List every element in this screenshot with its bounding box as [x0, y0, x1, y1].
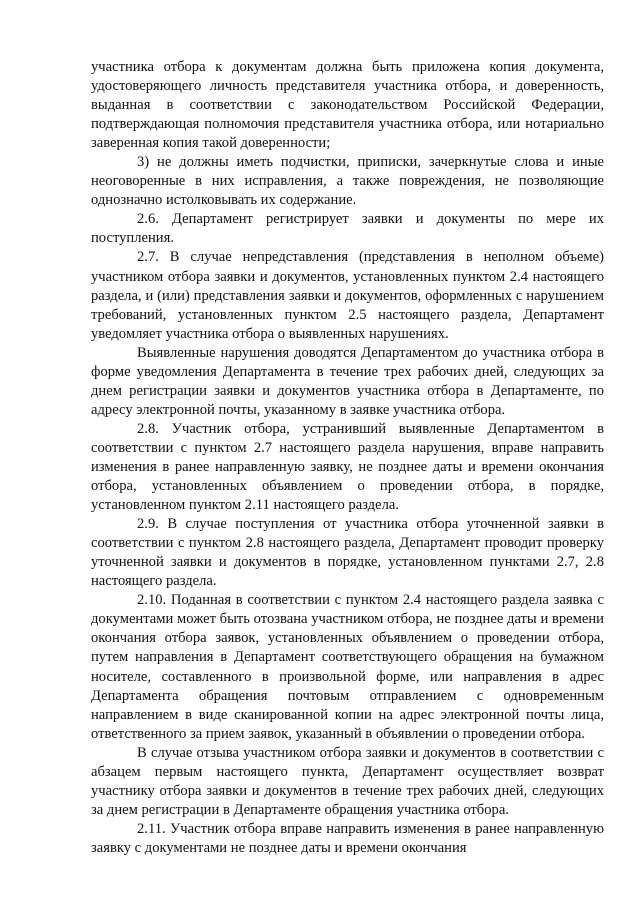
- paragraph-2-9: 2.9. В случае поступления от участника отбора уточненной заявки в соответствии с пунктом 2.8 настоящего раздела, Департамент проводит проверку уточненной заявки и документов в порядке, установленном пунктами 2.7, 2.8 настоящего раздела.: [91, 516, 604, 590]
- paragraph-2-8: 2.8. Участник отбора, устранивший выявленные Департаментом в соответствии с пунктом 2.7 настоящего раздела нарушения, вправе направить изменения в ранее направленную заявку, не позднее даты и времени окончания отбора, установленных объявлением о проведении отбора, в порядке, установленном пунктом 2.11 настоящего раздела.: [91, 420, 604, 514]
- paragraph-representative-copy: участника отбора к документам должна быть приложена копия документа, удостоверяющего личность представителя участника отбора, и доверенность, выданная в соответствии с законодательством Российской Федерации, подтверждающая полномочия представителя участника отбора, или нотариально заверенная копия такой доверенности;: [91, 59, 604, 152]
- document-page: [91, 58, 604, 858]
- paragraph-requirement-3: 3) не должны иметь подчистки, приписки, зачеркнутые слова и иные неоговоренные в них исправления, а также повреждения, не позволяющие однозначно истолковывать их содержание.: [91, 154, 604, 209]
- paragraph-2-7-notification: Выявленные нарушения доводятся Департаментом до участника отбора в форме уведомления Департамента в течение трех рабочих дней, следующих за днем регистрации заявки и документов участника отбора в Департаменте, по адресу электронной почты, указанному в заявке участника отбора.: [91, 344, 604, 418]
- paragraph-2-10: 2.10. Поданная в соответствии с пунктом 2.4 настоящего раздела заявка с документами может быть отозвана участником отбора, не позднее даты и времени окончания отбора заявок, установленных объявлением о проведении отбора, путем направления в Департамент соответствующего обращения на бумажном носителе, составленного в произвольной форме, или направления в адрес Департамента обращения почтовым отправлением с одновременным направлением в виде сканированной копии на адрес электронной почты лица, ответственного за прием заявок, указанный в объявлении о проведении отбора.: [91, 592, 604, 742]
- paragraph-2-10-withdrawal: В случае отзыва участником отбора заявки и документов в соответствии с абзацем первым настоящего пункта, Департамент осуществляет возврат участнику отбора заявки и документов в течение трех рабочих дней, следующих за днем регистрации в Департаменте обращения участника отбора.: [91, 744, 604, 818]
- paragraph-2-6: 2.6. Департамент регистрирует заявки и документы по мере их поступления.: [91, 211, 604, 247]
- paragraph-2-7: 2.7. В случае непредставления (представления в неполном объеме) участником отбора заявки и документов, установленных пунктом 2.4 настоящего раздела, и (или) представления заявки и документов, оформленных с нарушением требований, установленных пунктом 2.5 настоящего раздела, Департамент уведомляет участника отбора о выявленных нарушениях.: [91, 249, 604, 342]
- paragraph-2-11: 2.11. Участник отбора вправе направить изменения в ранее направленную заявку с документами не позднее даты и времени окончания: [91, 820, 604, 856]
